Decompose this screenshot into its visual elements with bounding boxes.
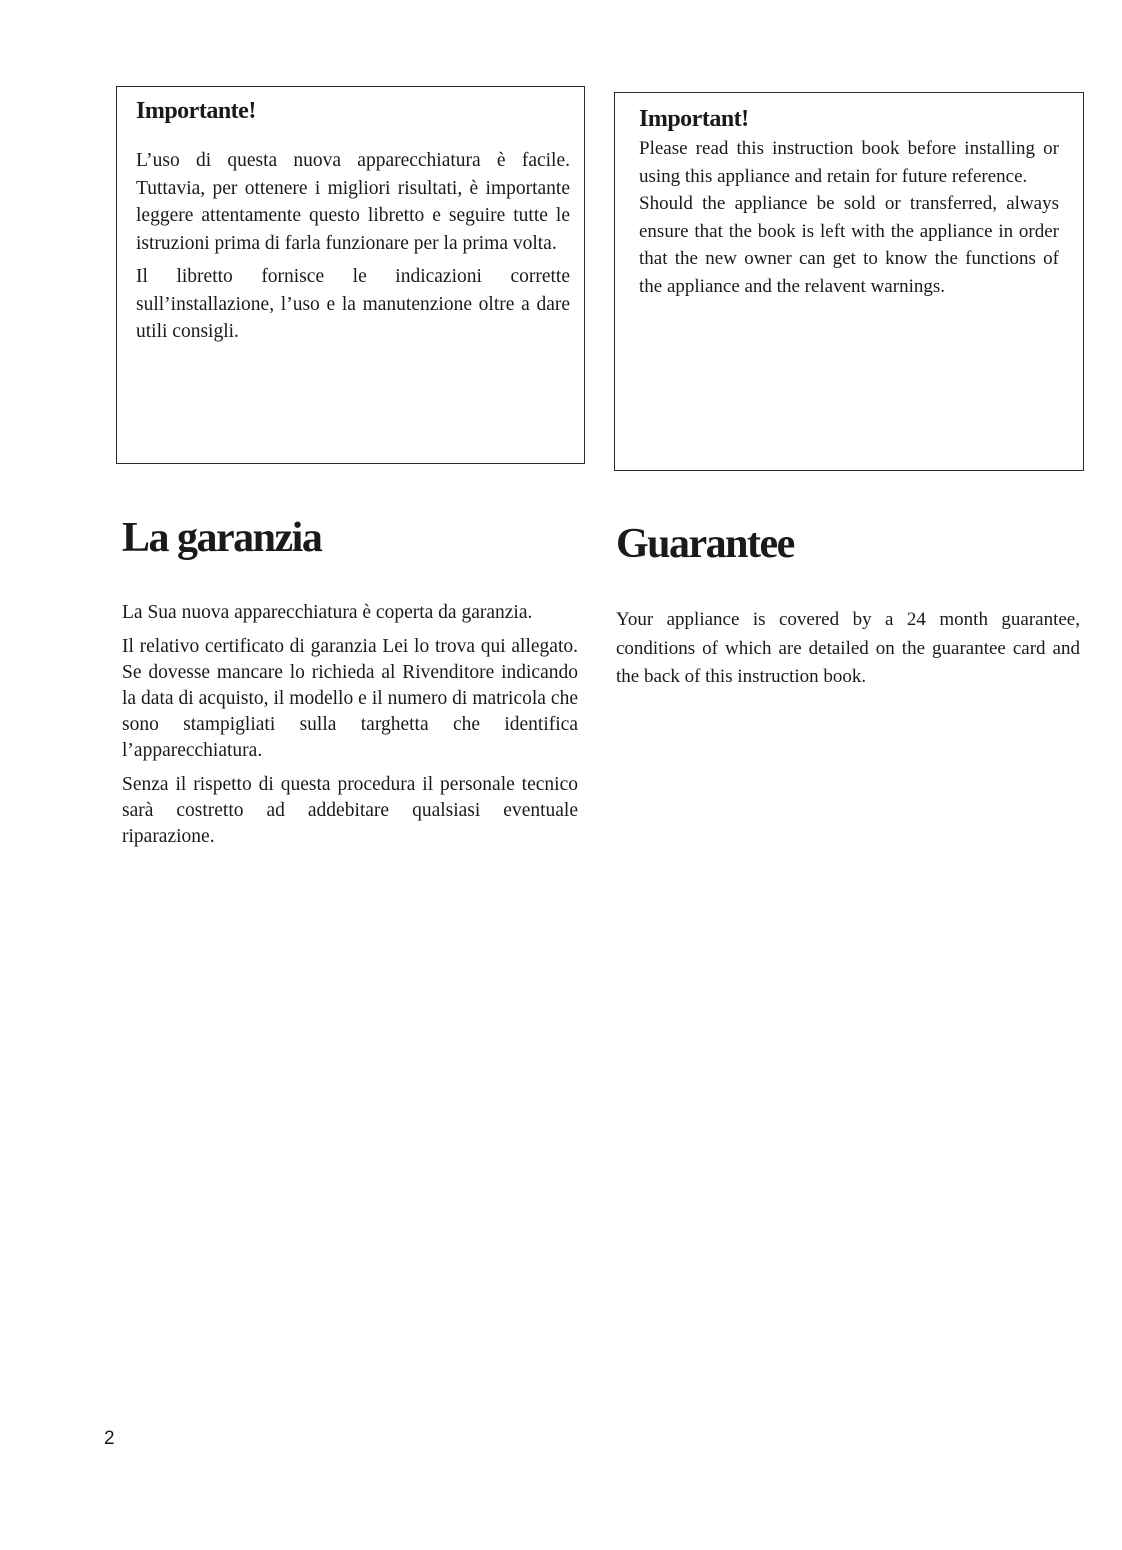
important-notice-title-english: Important!	[639, 106, 749, 132]
important-notice-paragraph: Please read this instruction book before installing or using this appliance and retain for future reference.	[639, 138, 1059, 187]
important-notice-box-italian	[116, 86, 585, 464]
important-notice-box-english	[614, 92, 1084, 471]
guarantee-section-italian	[122, 510, 578, 858]
important-notice-title-italian: Importante!	[136, 98, 256, 124]
guarantee-section-english	[616, 516, 1080, 700]
guarantee-paragraph: Il relativo certificato di garanzia Lei lo trova qui allegato. Se dovesse mancare lo richieda al Rivenditore indicando la data di acquisto, il modello e il numero di matricola che sono stampigliati sulla targhetta che identifica l’apparecchiatura.	[122, 636, 578, 761]
guarantee-heading-italian: La garanzia	[122, 515, 322, 561]
guarantee-paragraph: Senza il rispetto di questa procedura il personale tecnico sarà costretto ad addebitare qualsiasi eventuale riparazione.	[122, 774, 578, 847]
guarantee-paragraph: Your appliance is covered by a 24 month guarantee, conditions of which are detailed on the guarantee card and the back of this instruction book.	[616, 609, 1080, 687]
important-notice-paragraph: L’uso di questa nuova apparecchiatura è facile. Tuttavia, per ottenere i migliori risultati, è importante leggere attentamente questo libretto e seguire tutte le istruzioni prima di farla funzionare per la prima volta.	[136, 150, 570, 254]
page-number: 2	[104, 1428, 115, 1449]
guarantee-paragraph: La Sua nuova apparecchiatura è coperta da garanzia.	[122, 602, 533, 623]
guarantee-heading-english: Guarantee	[616, 521, 794, 567]
important-notice-paragraph: Should the appliance be sold or transferred, always ensure that the book is left with the appliance in order that the new owner can get to know the functions of the appliance and the relavent warnings.	[639, 193, 1059, 297]
important-notice-paragraph: Il libretto fornisce le indicazioni corrette sull’installazione, l’uso e la manutenzione oltre a dare utili consigli.	[136, 266, 570, 342]
